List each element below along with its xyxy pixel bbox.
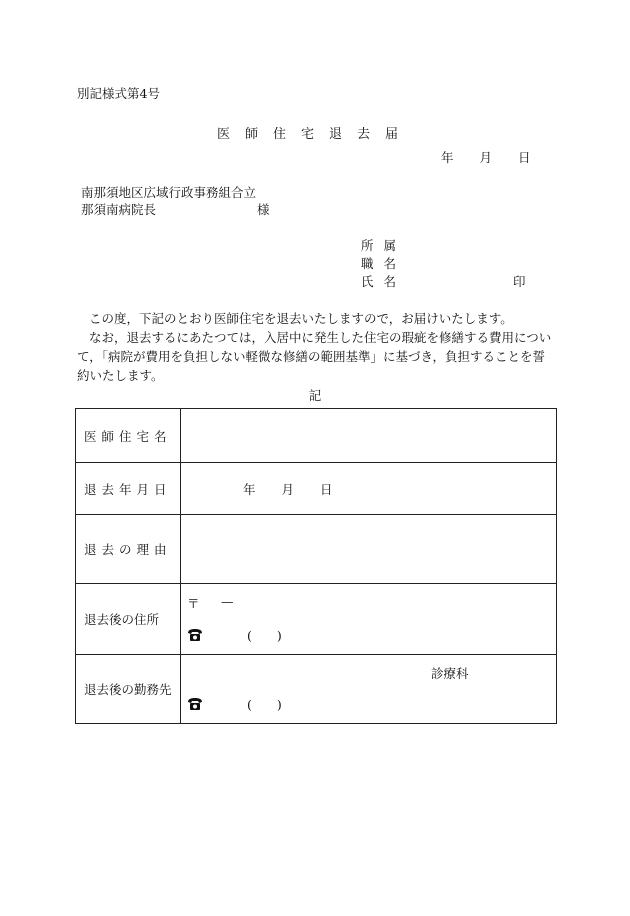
move-out-day-label: 日 [320, 481, 333, 497]
table-row [76, 515, 557, 584]
note-heading: 記 [308, 388, 322, 403]
table-row [76, 463, 557, 515]
move-out-year-label: 年 [243, 481, 256, 497]
move-out-date-label: 退去年月日 [76, 463, 181, 515]
table-row [76, 655, 557, 724]
new-workplace-label: 退去後の勤務先 [76, 655, 181, 724]
form-title: 医師住宅退去届 [216, 127, 413, 142]
telephone-icon [187, 695, 203, 711]
move-out-date-field[interactable] [181, 463, 557, 515]
move-out-month-label: 月 [281, 481, 295, 497]
move-out-reason-field[interactable] [181, 515, 557, 584]
new-address-label: 退去後の住所 [76, 584, 181, 655]
addressee-name: 那須南病院長 [81, 202, 157, 217]
declaration-paragraph-1: この度，下記のとおり医師住宅を退去いたしますので，お届けいたします。 [89, 311, 513, 326]
details-table [75, 408, 557, 724]
applicant-name-label: 氏名 [361, 274, 407, 289]
new-workplace-field[interactable] [181, 655, 557, 724]
addressee-organization: 南那須地区広域行政事務組合立 [81, 185, 257, 200]
declaration-paragraph-2: なお，退去するにあたつては，入居中に発生した住宅の瑕疵を修繕する費用について，「病院が費用を負担しない軽微な修繕の範囲基準」に基づき，負担することを誓約いたします。 [77, 330, 552, 383]
declaration-text [77, 309, 557, 385]
addressee-honorific: 様 [257, 202, 270, 217]
residence-name-label: 医師住宅名 [76, 409, 181, 463]
department-suffix: 診療科 [431, 666, 469, 681]
table-row [76, 584, 557, 655]
submission-date [441, 148, 531, 166]
postal-mark: 〒 [187, 596, 200, 611]
applicant-position-label: 職名 [361, 256, 407, 271]
date-month-label: 月 [479, 150, 493, 165]
date-year-label: 年 [441, 150, 454, 165]
date-day-label: 日 [518, 150, 531, 165]
residence-name-field[interactable] [181, 409, 557, 463]
telephone-icon [187, 626, 203, 642]
applicant-affiliation-label: 所属 [361, 238, 407, 253]
move-out-reason-label: 退去の理由 [76, 515, 181, 584]
new-address-field[interactable] [181, 584, 557, 655]
table-row [76, 409, 557, 463]
form-number: 別記様式第4号 [77, 86, 160, 101]
phone-area-code-parens: ( ) [247, 697, 282, 712]
postal-dash: — [221, 594, 234, 609]
phone-area-code-parens: ( ) [247, 628, 282, 643]
seal-mark: 印 [513, 274, 526, 289]
